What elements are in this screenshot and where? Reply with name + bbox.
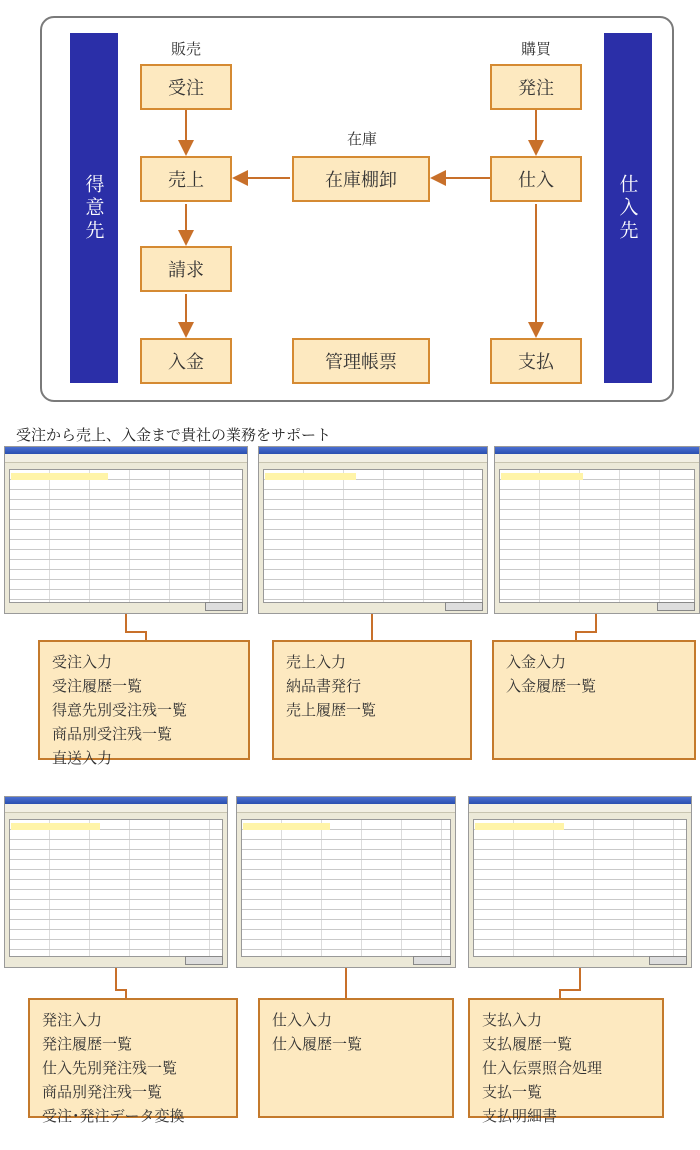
node-payment: 支払	[490, 338, 582, 384]
feature-box-purchase-order	[28, 998, 238, 1125]
feature-item: 仕入伝票照合処理	[482, 1059, 603, 1077]
feature-item: 売上履歴一覧	[286, 701, 377, 719]
screenshot-sales-entry	[258, 446, 488, 614]
node-order-place: 発注	[490, 64, 582, 110]
feature-item: 受注入力	[52, 653, 113, 671]
feature-item: 支払一覧	[482, 1083, 543, 1101]
node-purchase: 仕入	[490, 156, 582, 202]
feature-item: 直送入力	[52, 749, 113, 767]
screenshot-purchase-entry	[236, 796, 456, 968]
node-billing: 請求	[140, 246, 232, 292]
inventory-section-label: 在庫	[346, 130, 377, 148]
feature-item: 入金入力	[506, 653, 567, 671]
feature-item: 入金履歴一覧	[506, 677, 597, 695]
node-management: 管理帳票	[292, 338, 430, 384]
feature-item: 売上入力	[286, 653, 347, 671]
screenshot-order-entry	[4, 446, 248, 614]
feature-item: 納品書発行	[286, 677, 362, 695]
customer-bar: 得意先	[70, 33, 118, 383]
feature-item: 得意先別受注残一覧	[52, 701, 188, 719]
node-sales: 売上	[140, 156, 232, 202]
caption-text: 受注から売上、入金まで貴社の業務をサポート	[16, 426, 332, 444]
feature-box-payment	[468, 998, 664, 1125]
screenshot-purchase-order-entry	[4, 796, 228, 968]
feature-item: 発注入力	[42, 1011, 103, 1029]
feature-item: 商品別受注残一覧	[52, 725, 173, 743]
feature-box-order	[38, 640, 250, 767]
sales-section-label: 販売	[170, 40, 201, 58]
feature-item: 受注履歴一覧	[52, 677, 143, 695]
screenshot-payment-receive-entry	[494, 446, 700, 614]
supplier-bar: 仕入先	[604, 33, 652, 383]
feature-box-purchase	[258, 998, 454, 1118]
node-order-receive: 受注	[140, 64, 232, 110]
feature-item: 仕入履歴一覧	[272, 1035, 363, 1053]
feature-box-sales	[272, 640, 472, 760]
feature-item: 受注･発注データ変換	[42, 1107, 185, 1125]
node-inventory: 在庫棚卸	[292, 156, 430, 202]
screenshot-payment-entry	[468, 796, 692, 968]
purchase-section-label: 購買	[520, 40, 551, 58]
feature-item: 商品別発注残一覧	[42, 1083, 163, 1101]
feature-item: 支払明細書	[482, 1107, 558, 1125]
feature-item: 発注履歴一覧	[42, 1035, 133, 1053]
feature-item: 支払履歴一覧	[482, 1035, 573, 1053]
feature-item: 仕入先別発注残一覧	[42, 1059, 178, 1077]
feature-box-payment-receive	[492, 640, 696, 760]
feature-item: 仕入入力	[272, 1011, 333, 1029]
node-payment-receive: 入金	[140, 338, 232, 384]
feature-item: 支払入力	[482, 1011, 543, 1029]
